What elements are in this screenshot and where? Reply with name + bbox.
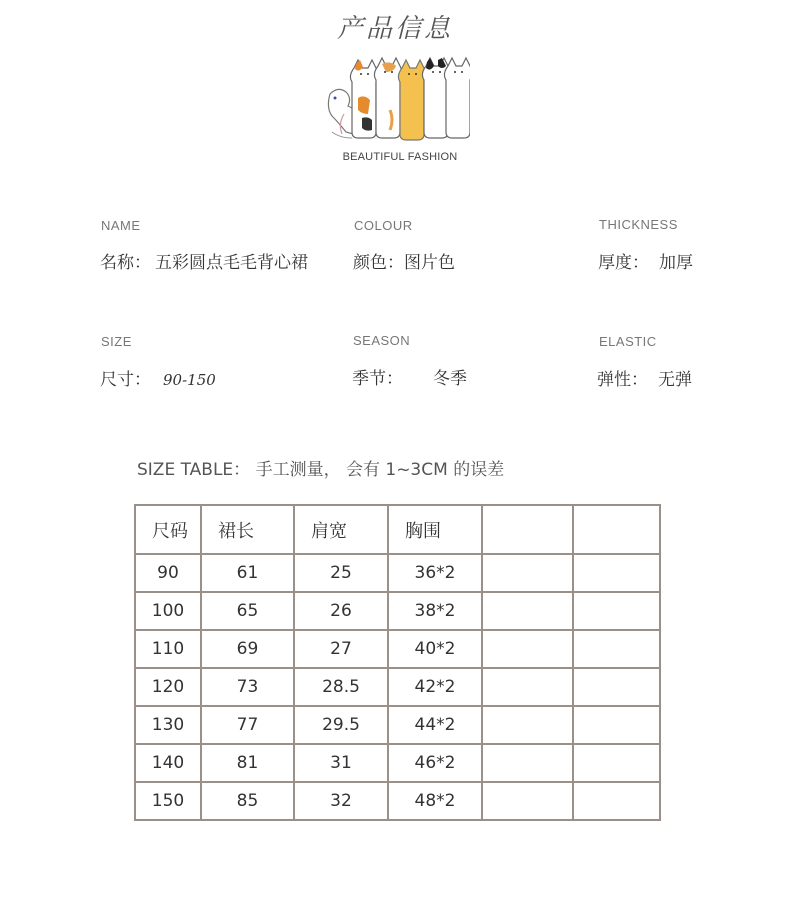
table-cell: 90 [135, 554, 201, 592]
size-value: 尺寸： 90-150 [100, 370, 216, 390]
header-cell [573, 505, 660, 554]
table-cell [482, 630, 573, 668]
table-cell: 26 [294, 592, 388, 630]
header-cell: 胸围 [388, 505, 482, 554]
header-cell [482, 505, 573, 554]
thickness-label: THICKNESS [599, 217, 678, 232]
table-cell: 73 [201, 668, 294, 706]
table-cell [573, 554, 660, 592]
cats-logo-icon [320, 54, 470, 166]
table-cell [482, 668, 573, 706]
table-cell [482, 592, 573, 630]
colour-value: 颜色：图片色 [353, 253, 455, 273]
table-cell: 32 [294, 782, 388, 820]
logo-caption: BEAUTIFUL FASHION [342, 151, 458, 163]
table-cell: 110 [135, 630, 201, 668]
table-cell: 44*2 [388, 706, 482, 744]
table-cell [573, 630, 660, 668]
table-cell: 46*2 [388, 744, 482, 782]
table-cell: 28.5 [294, 668, 388, 706]
table-cell: 81 [201, 744, 294, 782]
table-cell: 31 [294, 744, 388, 782]
table-cell: 25 [294, 554, 388, 592]
table-cell [573, 706, 660, 744]
table-cell [482, 554, 573, 592]
table-cell: 61 [201, 554, 294, 592]
table-cell: 27 [294, 630, 388, 668]
table-cell [573, 782, 660, 820]
thickness-value: 厚度： 加厚 [598, 253, 693, 273]
table-cell [482, 744, 573, 782]
table-cell: 85 [201, 782, 294, 820]
season-value: 季节： 冬季 [352, 369, 467, 389]
header-cell: 裙长 [201, 505, 294, 554]
colour-label: COLOUR [354, 218, 413, 233]
season-label: SEASON [353, 333, 411, 348]
table-cell [573, 592, 660, 630]
table-cell: 130 [135, 706, 201, 744]
table-row [135, 744, 660, 782]
table-cell: 140 [135, 744, 201, 782]
size-table-header-row [135, 505, 660, 554]
size-table-heading: SIZE TABLE： 手工测量， 会有 1~3CM 的误差 [137, 460, 505, 480]
table-row [135, 706, 660, 744]
table-cell: 69 [201, 630, 294, 668]
table-cell [573, 744, 660, 782]
table-cell: 42*2 [388, 668, 482, 706]
table-cell: 40*2 [388, 630, 482, 668]
table-cell: 36*2 [388, 554, 482, 592]
table-cell: 100 [135, 592, 201, 630]
table-cell: 150 [135, 782, 201, 820]
name-label: NAME [101, 218, 141, 233]
elastic-value: 弹性： 无弹 [597, 370, 692, 390]
table-cell: 48*2 [388, 782, 482, 820]
table-cell: 77 [201, 706, 294, 744]
table-row [135, 668, 660, 706]
page-title: 产品信息 [336, 14, 453, 44]
table-cell: 120 [135, 668, 201, 706]
header-cell: 尺码 [135, 505, 201, 554]
table-cell [482, 782, 573, 820]
table-cell [482, 706, 573, 744]
header-cell: 肩宽 [294, 505, 388, 554]
table-row [135, 592, 660, 630]
size-label: SIZE [101, 334, 132, 349]
table-row [135, 782, 660, 820]
table-cell: 29.5 [294, 706, 388, 744]
name-value: 名称： 五彩圆点毛毛背心裙 [100, 253, 308, 273]
elastic-label: ELASTIC [599, 334, 657, 349]
table-row [135, 554, 660, 592]
table-cell [573, 668, 660, 706]
size-table [134, 504, 661, 821]
table-row [135, 630, 660, 668]
table-cell: 65 [201, 592, 294, 630]
table-cell: 38*2 [388, 592, 482, 630]
